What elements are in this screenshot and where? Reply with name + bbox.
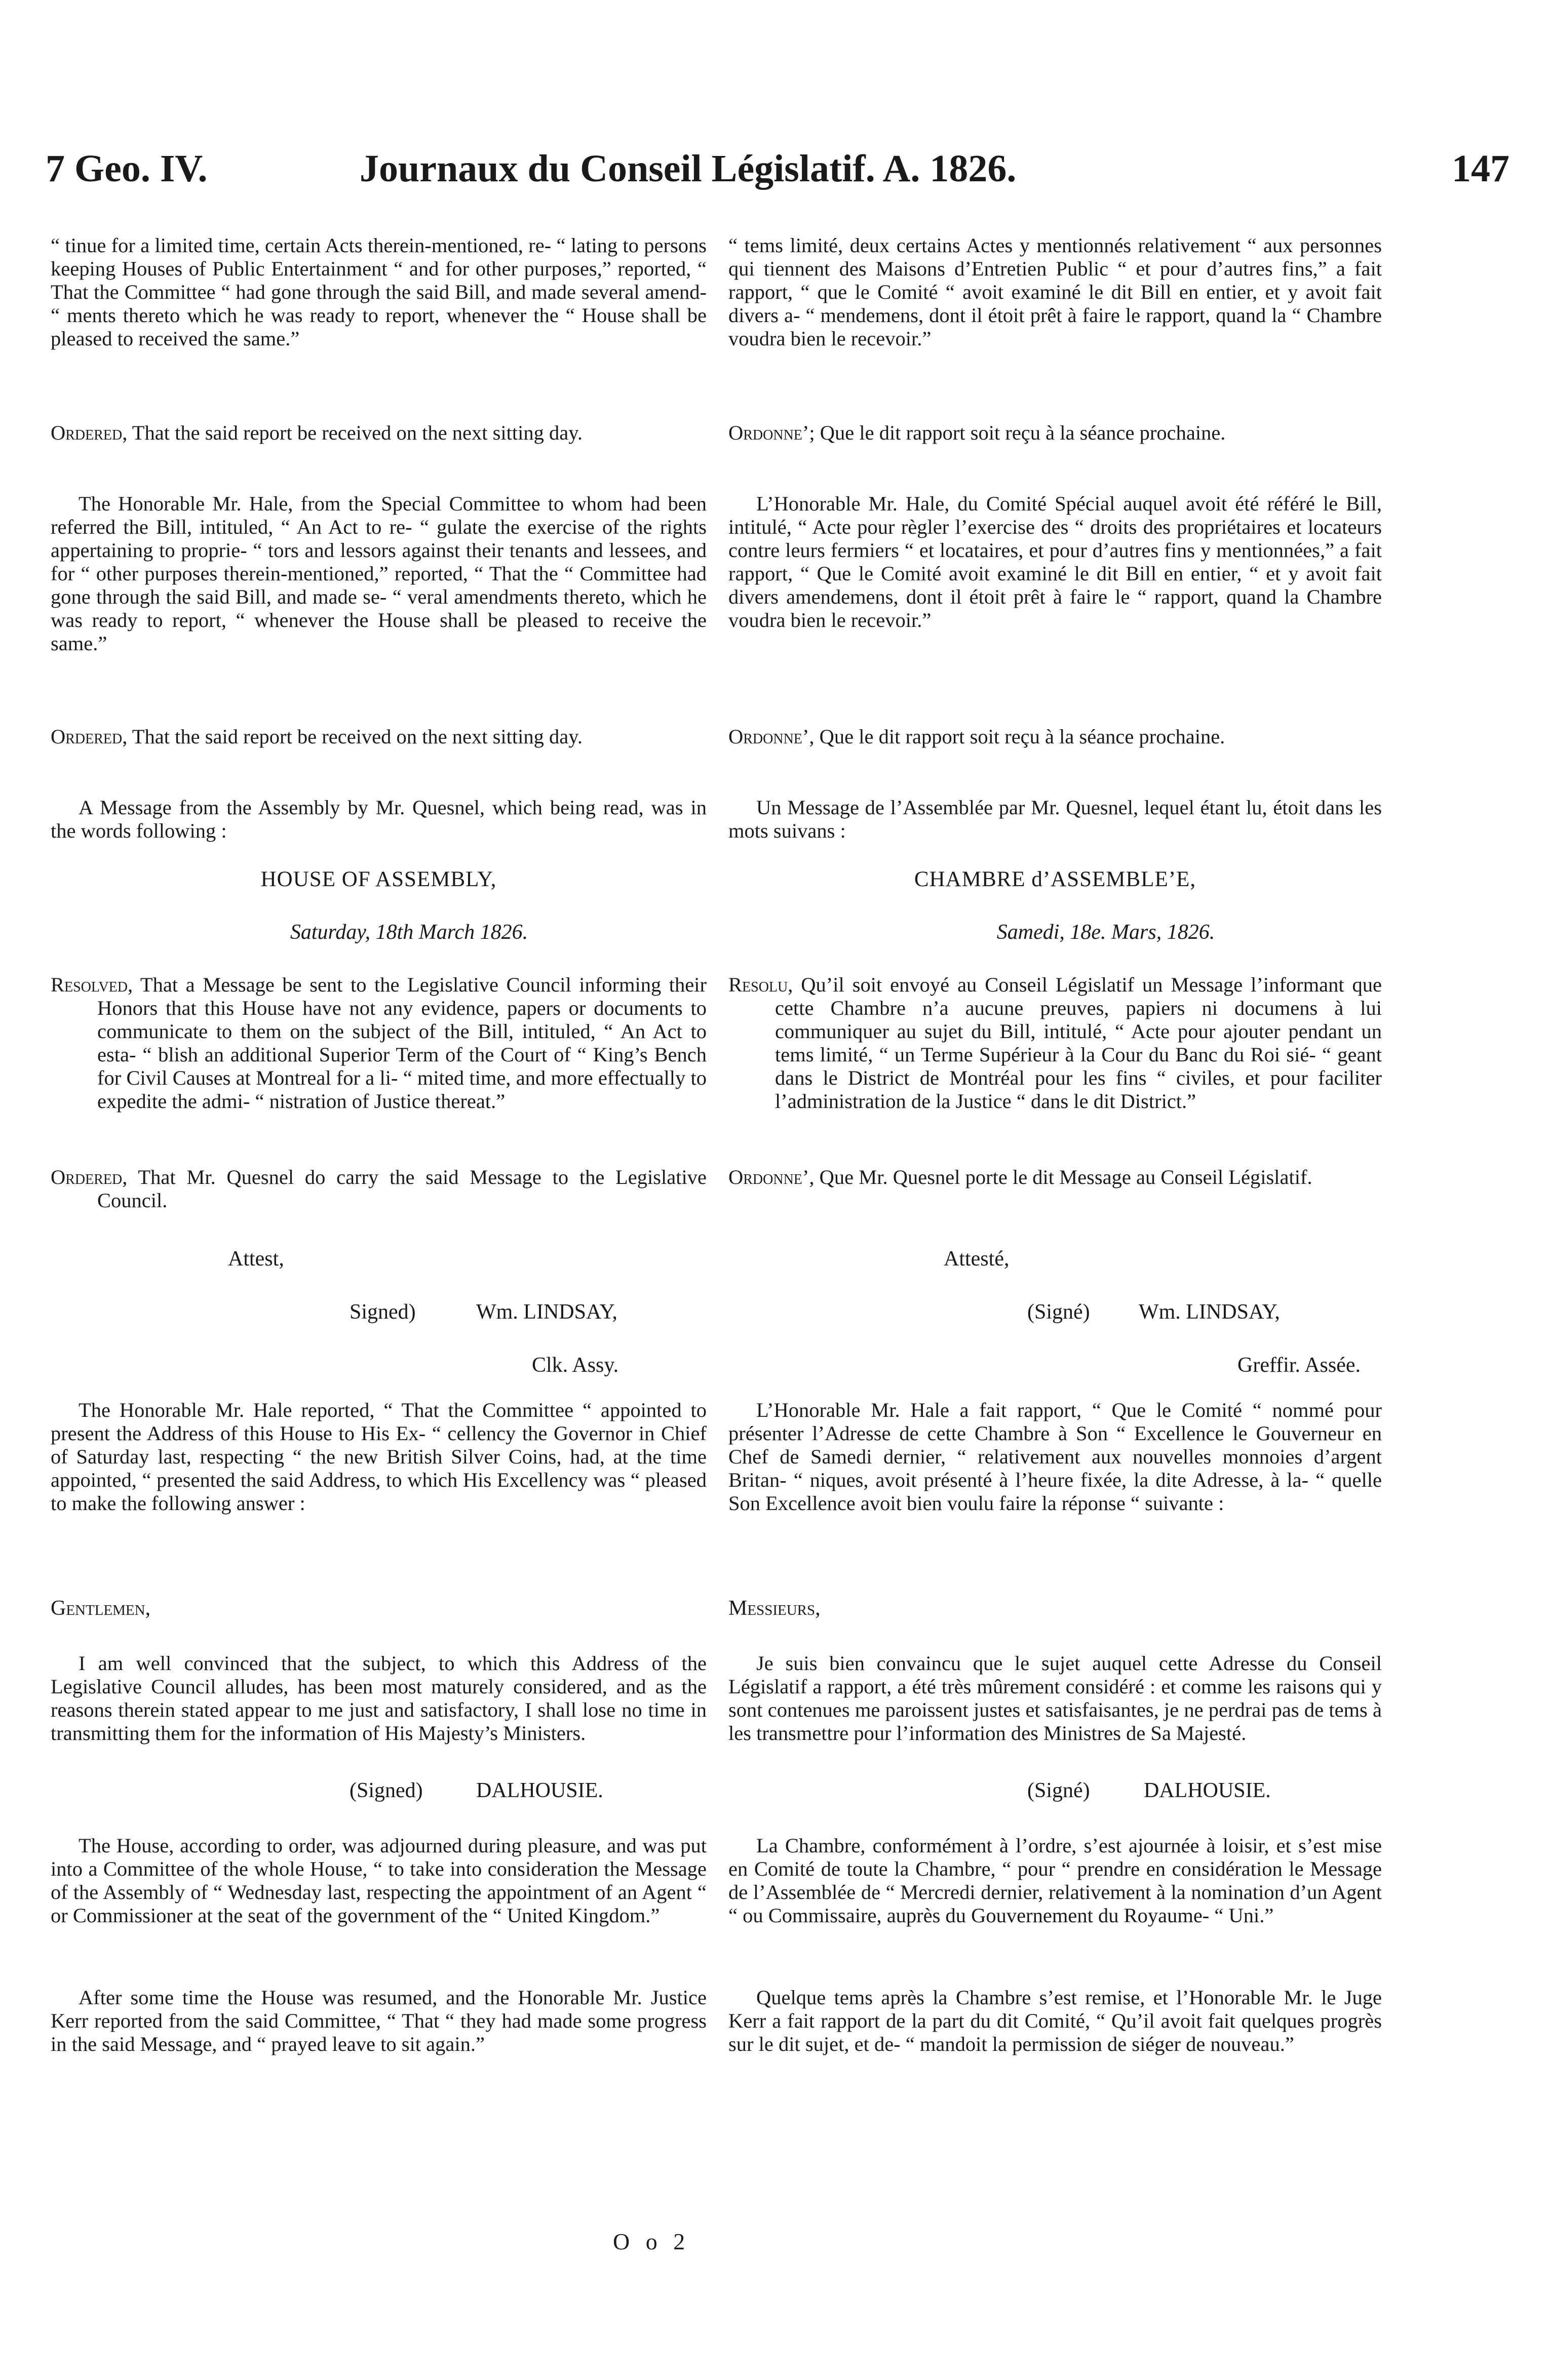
en-ordered-1 [51,421,707,445]
signature-mark: O o 2 [613,2229,690,2254]
fr-ordonne-2-text: Que le dit rapport soit reçu à la séance prochaine. [814,725,1225,748]
en-house-heading: HOUSE OF ASSEMBLY, [260,867,497,891]
en-ordered-3-text: That Mr. Quesnel do carry the said Message to the Legislative Council. [97,1166,707,1212]
en-paragraph-3: A Message from the Assembly by Mr. Quesnel, which being read, was in the words following : [51,796,707,842]
fr-ordonne-3 [728,1166,1382,1189]
fr-house-heading: CHAMBRE d’ASSEMBLE’E, [914,867,1196,891]
page-header [46,147,1509,208]
fr-resolu [728,973,1382,1113]
en-signed-2: (Signed) [350,1779,423,1802]
en-ordered-1-label: Ordered, [51,421,128,444]
en-date: Saturday, 18th March 1826. [290,921,528,944]
fr-clerk: Greffir. Assée. [1237,1354,1361,1377]
en-paragraph-7: After some time the House was resumed, and the Honorable Mr. Justice Kerr reported from the said Committee, “ That “ they had made some progress in the said Message, and “ prayed leave to sit again.” [51,1986,707,2055]
en-gentlemen: Gentlemen, [51,1597,151,1620]
en-paragraph-6: The House, according to order, was adjourned during pleasure, and was put into a Committee of the whole House, “ to take into consideration the Message of the Assembly of “ Wednesday last, respecting the appointment of an Agent “ or Commissioner at the seat of the government of the “ United Kingdom.” [51,1834,707,1927]
en-signer-2: DALHOUSIE. [476,1779,603,1802]
fr-ordonne-1-text: Que le dit rapport soit reçu à la séance prochaine. [815,421,1226,444]
en-paragraph-1: “ tinue for a limited time, certain Acts therein-mentioned, re- “ lating to persons keeping Houses of Public Entertainment “ and for other purposes,” reported, “ That the Committee “ had gone through the said Bill, and made several amend- “ ments thereto which he was ready to report, whenever the “ House shall be pleased to received the same.” [51,234,707,350]
en-paragraph-5: I am well convinced that the subject, to which this Address of the Legislative Council alludes, has been most maturely considered, and as the reasons therein stated appear to me just and satisfactory, I shall lose no time in transmitting them for the information of His Majesty’s Ministers. [51,1652,707,1744]
en-ordered-3 [51,1166,707,1212]
fr-attest: Attesté, [944,1247,1010,1271]
en-ordered-3-label: Ordered, [51,1166,128,1188]
fr-ordonne-2 [728,725,1382,748]
en-attest: Attest, [228,1247,284,1271]
fr-paragraph-3: Un Message de l’Assemblée par Mr. Quesnel, lequel étant lu, étoit dans les mots suivans : [728,796,1382,842]
fr-ordonne-3-text: Que Mr. Quesnel porte le dit Message au Conseil Législatif. [814,1166,1312,1188]
fr-paragraph-1: “ tems limité, deux certains Actes y mentionnés relativement “ aux personnes qui tiennent des Maisons d’Entretien Public “ et pour d’autres fins,” a fait rapport, “ que le Comité “ avoit examiné le dit Bill en entier, et y avoit fait divers a- “ mendemens, dont il étoit prêt à faire le rapport, quand la “ Chambre voudra bien le recevoir.” [728,234,1382,350]
fr-date: Samedi, 18e. Mars, 1826. [996,921,1215,944]
en-clerk: Clk. Assy. [532,1354,619,1377]
fr-ordonne-1 [728,421,1382,445]
fr-paragraph-4: L’Honorable Mr. Hale a fait rapport, “ Que le Comité “ nommé pour présenter l’Adresse de cette Chambre à Son “ Excellence le Gouverneur en Chef de Samedi dernier, “ relativement aux nouvelles monnoies d’argent Britan- “ niques, avoit présenté à l’heure fixée, la dite Adresse, à la- “ quelle Son Excellence avoit bien voulu faire la réponse “ suivante : [728,1399,1382,1515]
en-signer: Wm. LINDSAY, [476,1300,617,1324]
fr-signed-2: (Signé) [1027,1779,1090,1802]
fr-ordonne-2-label: Ordonne’, [728,725,815,748]
en-resolved [51,973,707,1113]
en-ordered-2-label: Ordered, [51,725,128,748]
fr-resolu-text: Qu’il soit envoyé au Conseil Législatif un Message l’informant que cette Chambre n’a aucune preuves, papiers ni documens à lui communiquer au sujet du Bill, intitulé, “ Acte pour ajouter pendant un tems limité, “ un Terme Supérieur à la Cour du Banc du Roi sié- “ geant dans le District de Montréal pour les fins “ civiles, et pour faciliter l’administration de la Justice “ dans le dit District.” [775,973,1382,1113]
fr-signed-label: (Signé) [1027,1300,1090,1324]
en-resolved-label: Resolved, [51,973,133,996]
fr-messieurs: Messieurs, [728,1597,821,1620]
page-number: 147 [1452,147,1509,190]
en-ordered-2 [51,725,707,748]
en-ordered-1-text: That the said report be received on the next sitting day. [127,421,583,444]
fr-signer: Wm. LINDSAY, [1139,1300,1280,1324]
fr-resolu-label: Resolu, [728,973,793,996]
journal-title: Journaux du Conseil Législatif. A. 1826. [360,147,1017,190]
fr-paragraph-2: L’Honorable Mr. Hale, du Comité Spécial auquel avoit été référé le Bill, intitulé, “ Acte pour règler l’exercise des “ droits des propriétaires et locateurs contre leurs fermiers “ et locataires, et pour d’autres fins y mentionnées,” a fait rapport, “ Que le Comité avoit examiné le dit Bill en entier, “ et y avoit fait divers amendemens, dont il étoit prêt à faire le “ rapport, quand la Chambre voudra bien le recevoir.” [728,492,1382,631]
en-signed-label: Signed) [350,1300,416,1324]
fr-paragraph-5: Je suis bien convaincu que le sujet auquel cette Adresse du Conseil Législatif a rapport, a été très mûrement considéré : et comme les raisons qui y sont contenues me paroissent justes et satisfaisantes, je ne perdrai pas de tems à les transmettre pour l’information des Ministres de Sa Majesté. [728,1652,1382,1744]
en-paragraph-2: The Honorable Mr. Hale, from the Special Committee to whom had been referred the Bill, intituled, “ An Act to re- “ gulate the exercise of the rights appertaining to proprie- “ tors and lessors against their tenants and lessees, and for “ other purposes therein-mentioned,” reported, “ That the “ Committee had gone through the said Bill, and made se- “ veral amendments thereto, which he was ready to report, “ whenever the House shall be pleased to receive the same.” [51,492,707,655]
fr-paragraph-7: Quelque tems après la Chambre s’est remise, et l’Honorable Mr. le Juge Kerr a fait rapport de la part du dit Comité, “ Qu’il avoit fait quelques progrès sur le dit sujet, et de- “ mandoit la permission de siéger de nouveau.” [728,1986,1382,2055]
fr-ordonne-1-label: Ordonne’; [728,421,815,444]
en-paragraph-4: The Honorable Mr. Hale reported, “ That the Committee “ appointed to present the Address of this House to His Ex- “ cellency the Governor in Chief of Saturday last, respecting “ the new British Silver Coins, had, at the time appointed, “ presented the said Address, to which His Excellency was “ pleased to make the following answer : [51,1399,707,1515]
fr-paragraph-6: La Chambre, conformément à l’ordre, s’est ajournée à loisir, et s’est mise en Comité de toute la Chambre, “ pour “ prendre en considération le Message de l’Assemblée de “ Mercredi dernier, relativement à la nomination d’un Agent “ ou Commissaire, auprès du Gouvernement du Royaume- “ Uni.” [728,1834,1382,1927]
en-resolved-text: That a Message be sent to the Legislative Council informing their Honors that this House have not any evidence, papers or documents to communicate to them on the subject of the Bill, intituled, “ An Act to esta- “ blish an additional Superior Term of the Court of “ King’s Bench for Civil Causes at Montreal for a li- “ mited time, and more effectually to expedite the admi- “ nistration of Justice thereat.” [97,973,707,1113]
regnal-year: 7 Geo. IV. [46,147,208,190]
fr-signer-2: DALHOUSIE. [1144,1779,1271,1802]
en-ordered-2-text: That the said report be received on the next sitting day. [127,725,583,748]
fr-ordonne-3-label: Ordonne’, [728,1166,815,1188]
